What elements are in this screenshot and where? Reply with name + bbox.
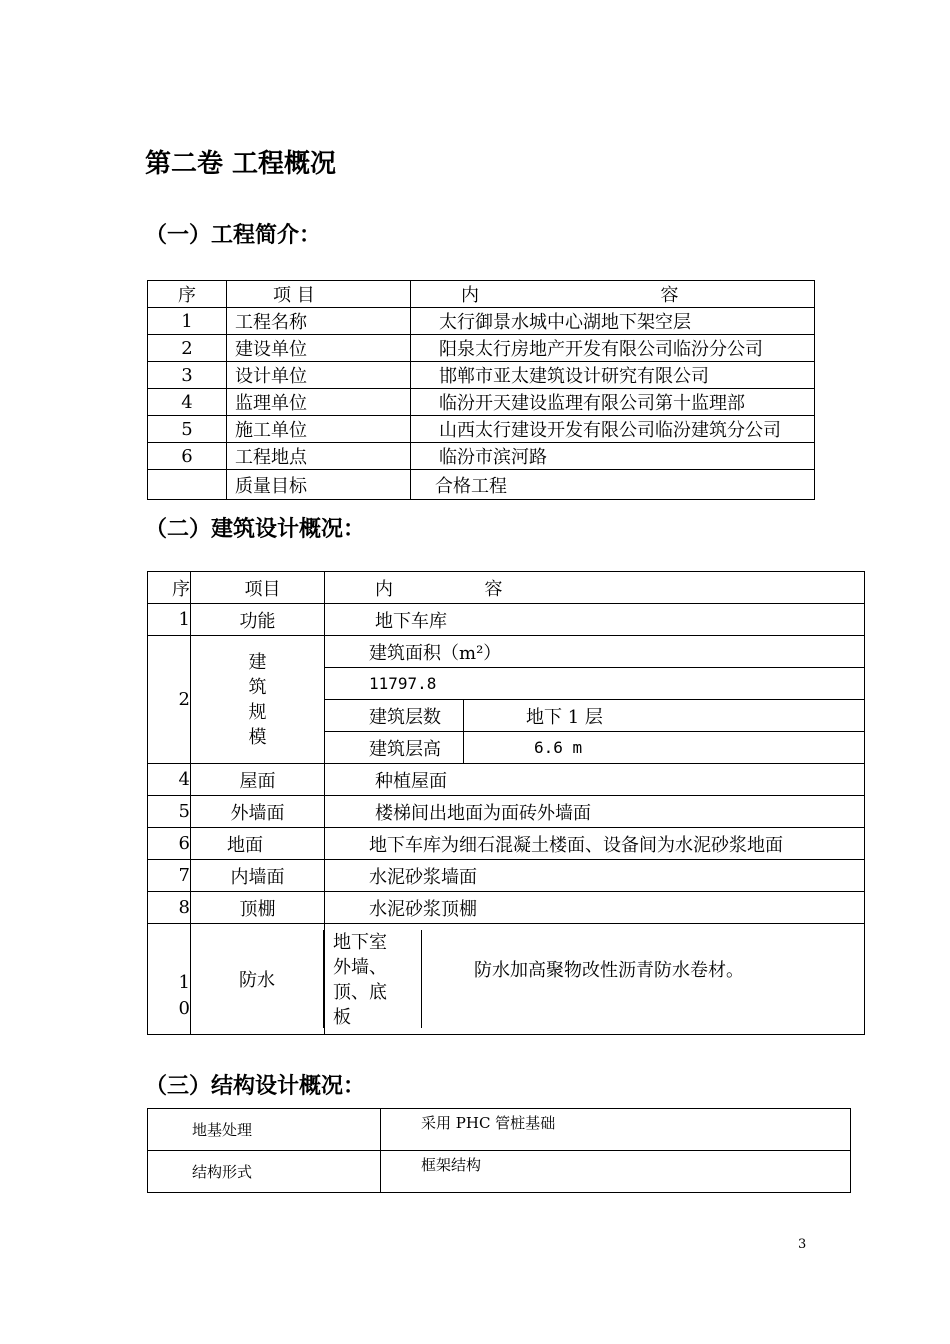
floors-label: 建筑层数 <box>325 700 464 732</box>
scope-line: 地下室 <box>333 932 387 953</box>
vertical-char: 模 <box>248 726 267 748</box>
row-item-vertical <box>191 636 325 764</box>
header-no: 序 <box>148 572 191 604</box>
structure-table <box>147 1108 851 1193</box>
row-item: 防水 <box>191 930 324 1028</box>
table-row <box>148 860 865 892</box>
row-no <box>148 924 191 1035</box>
table-row <box>148 796 865 828</box>
header-content-b: 容 <box>660 285 679 306</box>
row-no: 2 <box>148 335 227 362</box>
table-row <box>148 636 865 668</box>
section3-heading: （三）结构设计概况： <box>145 1074 366 1099</box>
row-content: 临汾开天建设监理有限公司第十监理部 <box>411 389 815 416</box>
row-content: 临汾市滨河路 <box>411 443 815 470</box>
scope-line: 顶、底 <box>333 982 387 1003</box>
row-content: 邯郸市亚太建筑设计研究有限公司 <box>411 362 815 389</box>
table-row <box>148 1109 851 1151</box>
waterproof-subtable <box>191 930 324 1028</box>
row-content: 水泥砂浆墙面 <box>325 860 865 892</box>
waterproof-scope <box>325 930 422 1028</box>
row-item-waterproof <box>191 924 325 1035</box>
row-item: 建设单位 <box>227 335 411 362</box>
table-row <box>148 416 815 443</box>
table-row <box>148 362 815 389</box>
row-no: 1 <box>148 604 191 636</box>
row-item: 屋面 <box>191 764 325 796</box>
vertical-char: 建 <box>248 651 267 673</box>
floors-value: 地下 1 层 <box>464 700 865 732</box>
table-row <box>148 828 865 860</box>
table-row <box>148 924 865 1035</box>
table-row <box>148 308 815 335</box>
row-value: 框架结构 <box>381 1151 851 1193</box>
row-item: 设计单位 <box>227 362 411 389</box>
row-no: 2 <box>148 636 191 764</box>
row-item: 外墙面 <box>191 796 325 828</box>
row-label: 结构形式 <box>148 1151 381 1193</box>
row-label: 地基处理 <box>148 1109 381 1151</box>
row-content: 水泥砂浆顶棚 <box>325 892 865 924</box>
table-header-row <box>148 572 865 604</box>
row-content: 合格工程 <box>411 470 815 500</box>
row-no: 8 <box>148 892 191 924</box>
header-content <box>411 281 815 308</box>
row-content: 山西太行建设开发有限公司临汾建筑分公司 <box>411 416 815 443</box>
table-row <box>148 764 865 796</box>
row-content: 种植屋面 <box>325 764 865 796</box>
row-item: 顶棚 <box>191 892 325 924</box>
row-no: 5 <box>148 416 227 443</box>
header-content-b: 容 <box>484 578 503 600</box>
row-item: 地面 <box>191 828 325 860</box>
page-number: 3 <box>798 1237 807 1252</box>
project-intro-table <box>147 280 815 500</box>
header-content-a: 内 <box>461 285 479 306</box>
section2-heading: （二）建筑设计概况： <box>145 517 366 542</box>
table-header-row <box>148 281 815 308</box>
area-label: 建筑面积（m²） <box>325 636 865 668</box>
row-content: 楼梯间出地面为面砖外墙面 <box>325 796 865 828</box>
row-item: 内墙面 <box>191 860 325 892</box>
row-content: 太行御景水城中心湖地下架空层 <box>411 308 815 335</box>
scope-line: 外墙、 <box>333 957 387 978</box>
table-row <box>148 1151 851 1193</box>
height-value: 6.6 m <box>464 732 865 764</box>
row-no: 7 <box>148 860 191 892</box>
header-item: 项 目 <box>227 281 411 308</box>
row-no: 4 <box>148 389 227 416</box>
row-item: 工程名称 <box>227 308 411 335</box>
row-item: 功能 <box>191 604 325 636</box>
row-item: 工程地点 <box>227 443 411 470</box>
row-no: 3 <box>148 362 227 389</box>
row-content: 地下车库 <box>325 604 865 636</box>
row-no: 6 <box>148 828 191 860</box>
row-no: 1 <box>148 308 227 335</box>
row-item: 施工单位 <box>227 416 411 443</box>
height-label: 建筑层高 <box>325 732 464 764</box>
header-content-a: 内 <box>375 578 393 600</box>
vertical-char: 规 <box>248 701 267 723</box>
row-content: 地下车库为细石混凝土楼面、设备间为水泥砂浆地面 <box>325 828 865 860</box>
table-row <box>148 443 815 470</box>
row-item: 监理单位 <box>227 389 411 416</box>
vertical-char: 筑 <box>248 676 267 698</box>
row-no-part: 1 <box>178 972 190 993</box>
table-row <box>148 892 865 924</box>
row-no: 5 <box>148 796 191 828</box>
row-no <box>148 470 227 500</box>
table-row <box>148 389 815 416</box>
row-content-waterproof <box>325 924 865 1035</box>
row-no-part: 0 <box>178 998 190 1019</box>
row-item: 质量目标 <box>227 470 411 500</box>
row-value: 采用 PHC 管桩基础 <box>381 1109 851 1151</box>
row-no: 6 <box>148 443 227 470</box>
scope-line: 板 <box>333 1007 351 1028</box>
row-content: 防水加高聚物改性沥青防水卷材。 <box>474 960 744 981</box>
table-row <box>148 604 865 636</box>
area-value: 11797.8 <box>325 668 865 700</box>
row-no: 4 <box>148 764 191 796</box>
page-title: 第二卷 工程概况 <box>145 149 337 179</box>
header-content <box>325 572 865 604</box>
architecture-table <box>147 571 865 1035</box>
header-item: 项目 <box>191 572 325 604</box>
table-row <box>148 335 815 362</box>
header-no: 序 <box>148 281 227 308</box>
section1-heading: （一）工程简介： <box>145 223 322 248</box>
row-content: 阳泉太行房地产开发有限公司临汾分公司 <box>411 335 815 362</box>
table-row <box>148 470 815 500</box>
